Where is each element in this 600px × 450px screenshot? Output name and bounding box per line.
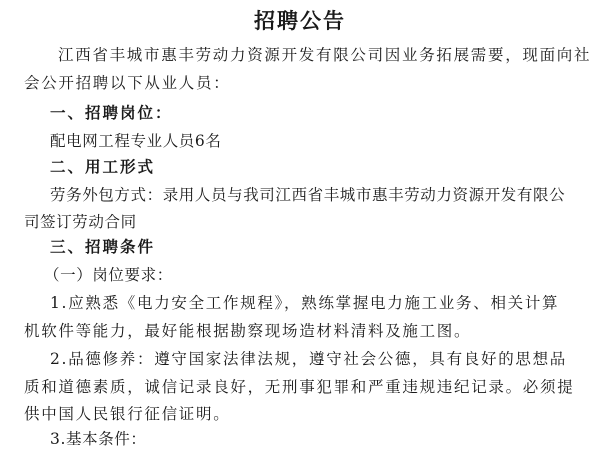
requirement-2-line-1: 2.品德修养：遵守国家法律法规，遵守社会公德，具有良好的思想品 xyxy=(50,350,567,368)
requirement-2-line-3: 供中国人民银行征信证明。 xyxy=(24,405,231,423)
employment-form-line-1: 劳务外包方式：录用人员与我司江西省丰城市惠丰劳动力资源开发有限公 xyxy=(50,186,566,204)
positions-content: 配电网工程专业人员6名 xyxy=(50,132,222,150)
intro-text-line-1: 江西省丰城市惠丰劳动力资源开发有限公司因业务拓展需要，现面向社 xyxy=(58,46,592,64)
requirement-1-line-1: 1.应熟悉《电力安全工作规程》，熟练掌握电力施工业务、相关计算 xyxy=(50,294,560,312)
employment-form-line-2: 司签订劳动合同 xyxy=(24,213,137,231)
requirement-2-line-2: 质和道德素质，诚信记录良好，无刑事犯罪和严重违规违纪记录。必须提 xyxy=(24,378,575,396)
requirement-1-line-2: 机软件等能力，最好能根据勘察现场造材料清料及施工图。 xyxy=(24,322,472,340)
section-heading-positions: 一、招聘岗位： xyxy=(50,104,173,122)
page-title: 招聘公告 xyxy=(254,9,346,33)
section-heading-requirements: 三、招聘条件 xyxy=(50,238,156,256)
subsection-job-requirements: （一）岗位要求： xyxy=(44,266,173,284)
section-heading-employment-form: 二、用工形式 xyxy=(50,158,156,176)
requirement-3-basic-conditions: 3.基本条件： xyxy=(50,430,147,448)
intro-text-line-2: 会公开招聘以下从业人员： xyxy=(24,74,231,92)
